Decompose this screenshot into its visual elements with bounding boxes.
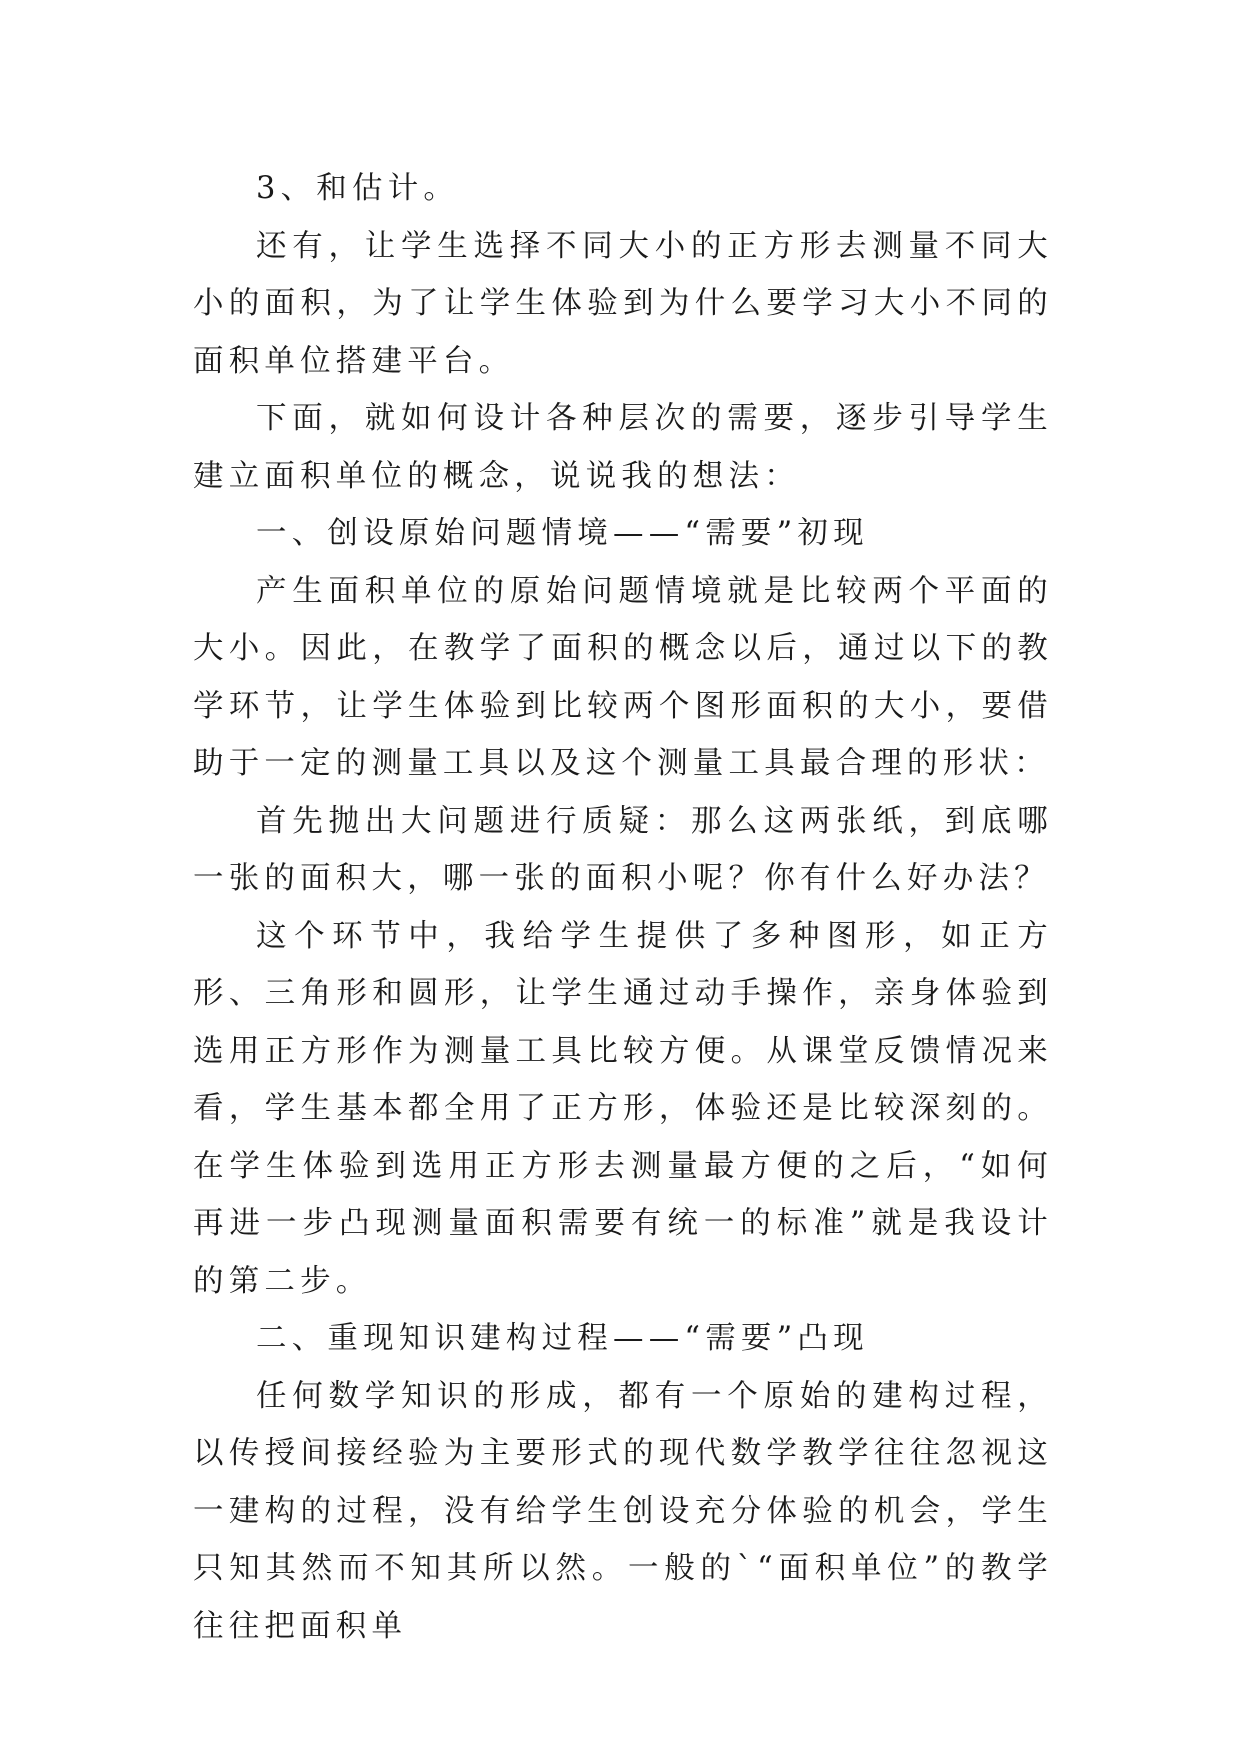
paragraph-design-intro: 下面，就如何设计各种层次的需要，逐步引导学生建立面积单位的概念，说说我的想法： — [193, 401, 1053, 494]
paragraph-item-3-estimate: 3、和估计。 — [256, 171, 460, 206]
paragraph-knowledge-construction: 任何数学知识的形成，都有一个原始的建构过程，以传授间接经验为主要形式的现代数学教学往往忽视这一建构的过程，没有给学生创设充分体验的机会，学生只知其然而不知其所以然。一般的`“面积单位”的教学往往把面积单 — [193, 1378, 1053, 1644]
document-body — [193, 160, 1053, 1655]
paragraph-different-squares: 还有，让学生选择不同大小的正方形去测量不同大小的面积，为了让学生体验到为什么要学习大小不同的面积单位搭建平台。 — [193, 228, 1053, 379]
paragraph-big-question: 首先抛出大问题进行质疑：那么这两张纸，到底哪一张的面积大，哪一张的面积小呢？你有什么好办法？ — [193, 803, 1053, 896]
paragraph-shapes-activity: 这个环节中，我给学生提供了多种图形，如正方形、三角形和圆形，让学生通过动手操作，亲身体验到选用正方形作为测量工具比较方便。从课堂反馈情况来看，学生基本都全用了正方形，体验还是比较深刻的。在学生体验到选用正方形去测量最方便的之后，“如何再进一步凸现测量面积需要有统一的标准”就是我设计的第二步。 — [193, 918, 1053, 1299]
section-heading-two: 二、重现知识建构过程——“需要”凸现 — [256, 1321, 869, 1356]
paragraph-original-problem: 产生面积单位的原始问题情境就是比较两个平面的大小。因此，在教学了面积的概念以后，通过以下的教学环节，让学生体验到比较两个图形面积的大小，要借助于一定的测量工具以及这个测量工具最合理的形状： — [193, 573, 1053, 781]
section-heading-one: 一、创设原始问题情境——“需要”初现 — [256, 516, 869, 551]
